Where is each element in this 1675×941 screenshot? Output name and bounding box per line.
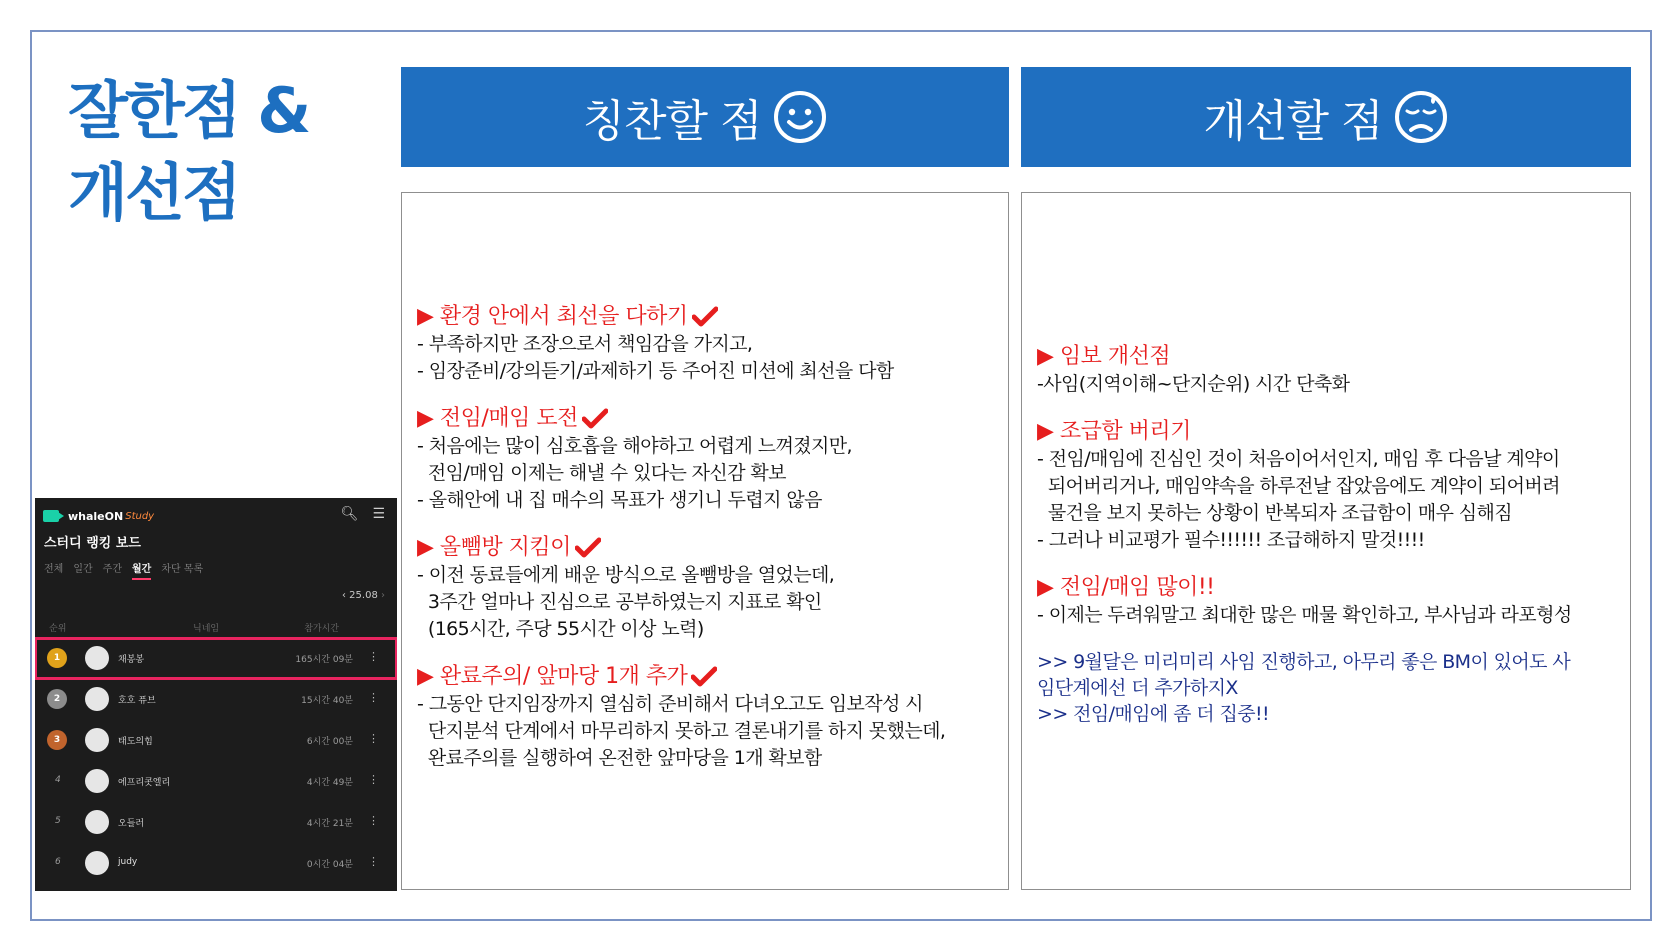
praise-item-body: - 부족하지만 조장으로서 책임감을 가지고, - 임장준비/강의듣기/과제하기 등 주어진 미션에 최선을 다함 xyxy=(417,333,894,382)
column-rank: 순위 xyxy=(49,624,67,634)
avatar xyxy=(85,851,109,875)
search-icon[interactable]: 🔍︎ xyxy=(340,506,359,522)
participation-time: 0시간 04분 xyxy=(306,860,353,870)
nickname: 채봉봉 xyxy=(118,655,145,665)
nickname: judy xyxy=(118,857,138,867)
improve-item-title: ▶ 전임/매임 많이!! xyxy=(1037,575,1215,600)
ranking-row[interactable] xyxy=(35,720,397,761)
improve-item-body: - 전임/매임에 진심인 것이 처음이어서인지, 매임 후 다음날 계약이 되어버리거나, 매임약속을 하루전날 잡았음에도 계약이 되어버려 물건을 보지 못하는 상황이 반복되자 조급함이 매우 심해짐 - 그러나 비교평가 필수!!!!!! 조급해하지 말것!!!! xyxy=(1037,448,1560,551)
improve-box xyxy=(1021,192,1631,890)
avatar xyxy=(85,810,109,834)
improve-header xyxy=(1021,67,1631,167)
app-brand-sub: Study xyxy=(125,510,155,522)
participation-time: 15시간 40분 xyxy=(301,696,353,706)
more-options-icon[interactable]: ⋮ xyxy=(368,732,379,745)
participation-time: 6시간 00분 xyxy=(306,737,353,747)
ranking-board-screenshot xyxy=(35,498,397,891)
period-tabs xyxy=(44,560,203,580)
month-label: 25.08 xyxy=(349,590,378,601)
improve-item xyxy=(1037,574,1627,629)
tab-blocked-list[interactable]: 차단 목록 xyxy=(161,564,204,575)
medal-icon xyxy=(47,730,67,750)
praise-item-title-text: ▶ 완료주의/ 앞마당 1개 추가 xyxy=(417,664,688,689)
praise-item-body: - 이전 동료들에게 배운 방식으로 올뺌방을 열었는데, 3주간 얼마나 진심으로 공부하였는지 지표로 확인 (165시간, 주당 55시간 이상 노력) xyxy=(417,564,835,640)
checkmark-icon xyxy=(692,306,718,328)
praise-item xyxy=(417,303,1002,385)
chevron-left-icon[interactable]: ‹ xyxy=(341,590,346,601)
medal-icon xyxy=(47,648,67,668)
rank-number: 1 xyxy=(53,653,61,663)
tab-monthly[interactable]: 월간 xyxy=(132,560,151,580)
participation-time: 4시간 49분 xyxy=(306,778,353,788)
praise-header-label: 칭찬할 점 xyxy=(582,96,762,147)
rank-number: 2 xyxy=(53,694,61,704)
improve-item xyxy=(1037,343,1627,398)
avatar xyxy=(85,646,109,670)
column-nickname: 닉네임 xyxy=(193,624,220,634)
ranking-row[interactable] xyxy=(35,679,397,720)
praise-item-title xyxy=(417,405,1002,433)
more-options-icon[interactable]: ⋮ xyxy=(368,855,379,868)
praise-item xyxy=(417,663,1002,772)
more-options-icon[interactable]: ⋮ xyxy=(368,814,379,827)
improve-item-body: -사임(지역이해~단지순위) 시간 단축화 xyxy=(1037,373,1350,395)
rank-number: 6 xyxy=(55,857,61,867)
praise-list xyxy=(417,303,1002,792)
more-options-icon[interactable]: ⋮ xyxy=(368,691,379,704)
app-header xyxy=(43,507,154,525)
ranking-row[interactable] xyxy=(35,843,397,884)
medal-icon xyxy=(47,689,67,709)
praise-item-title-text: ▶ 올뺌방 지킴이 xyxy=(417,535,571,560)
tab-daily[interactable]: 일간 xyxy=(73,564,93,575)
menu-icon[interactable]: ☰ xyxy=(372,506,385,522)
checkmark-icon xyxy=(575,537,601,559)
rank-number: 4 xyxy=(55,775,61,785)
avatar xyxy=(85,769,109,793)
slide-title-line-1: 잘한점 & xyxy=(68,74,309,147)
praise-item-body: - 그동안 단지임장까지 열심히 준비해서 다녀오고도 임보작성 시 단지분석 단계에서 마무리하지 못하고 결론내기를 하지 못했는데, 완료주의를 실행하여 온전한 앞마당을 1개 확보함 xyxy=(417,693,946,769)
improve-header-label: 개선할 점 xyxy=(1203,96,1383,147)
month-selector[interactable] xyxy=(342,590,385,601)
ranking-row[interactable] xyxy=(35,761,397,802)
improve-note: >> 9월달은 미리미리 사임 진행하고, 아무리 좋은 BM이 있어도 사 임단계에선 더 추가하지X >> 전임/매임에 좀 더 집중!! xyxy=(1037,651,1571,725)
ranking-row[interactable] xyxy=(35,638,397,679)
chevron-right-icon[interactable]: › xyxy=(381,590,385,601)
praise-item-title xyxy=(417,303,1002,331)
tab-weekly[interactable]: 주간 xyxy=(102,564,122,575)
praise-item-body: - 처음에는 많이 심호흡을 해야하고 어렵게 느껴졌지만, 전임/매임 이제는 해낼 수 있다는 자신감 확보 - 올해안에 내 집 매수의 목표가 생기니 두렵지 않음 xyxy=(417,435,852,511)
ranking-list xyxy=(35,638,397,884)
nickname: 태도의힘 xyxy=(118,737,153,747)
praise-item xyxy=(417,534,1002,643)
avatar xyxy=(85,687,109,711)
praise-item-title xyxy=(417,663,1002,691)
board-title: 스터디 랭킹 보드 xyxy=(44,536,141,551)
column-time: 참가시간 xyxy=(304,624,339,634)
rank-number: 5 xyxy=(55,816,61,826)
rank-number: 3 xyxy=(53,735,61,745)
praise-item-title xyxy=(417,534,1002,562)
praise-header xyxy=(401,67,1009,167)
nickname: 호호 퓨브 xyxy=(118,696,156,706)
checkmark-icon xyxy=(582,408,608,430)
ranking-row[interactable] xyxy=(35,802,397,843)
improve-item-title: ▶ 임보 개선점 xyxy=(1037,344,1171,369)
tab-all[interactable]: 전체 xyxy=(44,564,64,575)
nickname: 에프리콧엘리 xyxy=(118,778,171,788)
praise-box xyxy=(401,192,1009,890)
improve-item-title: ▶ 조급함 버리기 xyxy=(1037,419,1191,444)
participation-time: 165시간 09분 xyxy=(295,655,353,665)
app-brand: whaleON xyxy=(68,509,124,523)
praise-item-title-text: ▶ 환경 안에서 최선을 다하기 xyxy=(417,304,688,329)
improve-list xyxy=(1037,343,1627,727)
more-options-icon[interactable]: ⋮ xyxy=(368,773,379,786)
sad-sweat-face-icon xyxy=(1393,89,1449,145)
improve-item xyxy=(1037,418,1627,554)
nickname: 오들러 xyxy=(118,819,145,829)
slide-title-line-2: 개선점 xyxy=(68,156,239,229)
slide-title xyxy=(68,70,398,234)
participation-time: 4시간 21분 xyxy=(306,819,353,829)
more-options-icon[interactable]: ⋮ xyxy=(368,650,379,663)
praise-item xyxy=(417,405,1002,514)
avatar xyxy=(85,728,109,752)
smiley-face-icon xyxy=(772,89,828,145)
camera-logo-icon xyxy=(43,510,59,522)
praise-item-title-text: ▶ 전임/매임 도전 xyxy=(417,406,578,431)
checkmark-icon xyxy=(691,666,717,688)
improve-item-body: - 이제는 두려워말고 최대한 많은 매물 확인하고, 부사님과 라포형성 xyxy=(1037,604,1572,626)
